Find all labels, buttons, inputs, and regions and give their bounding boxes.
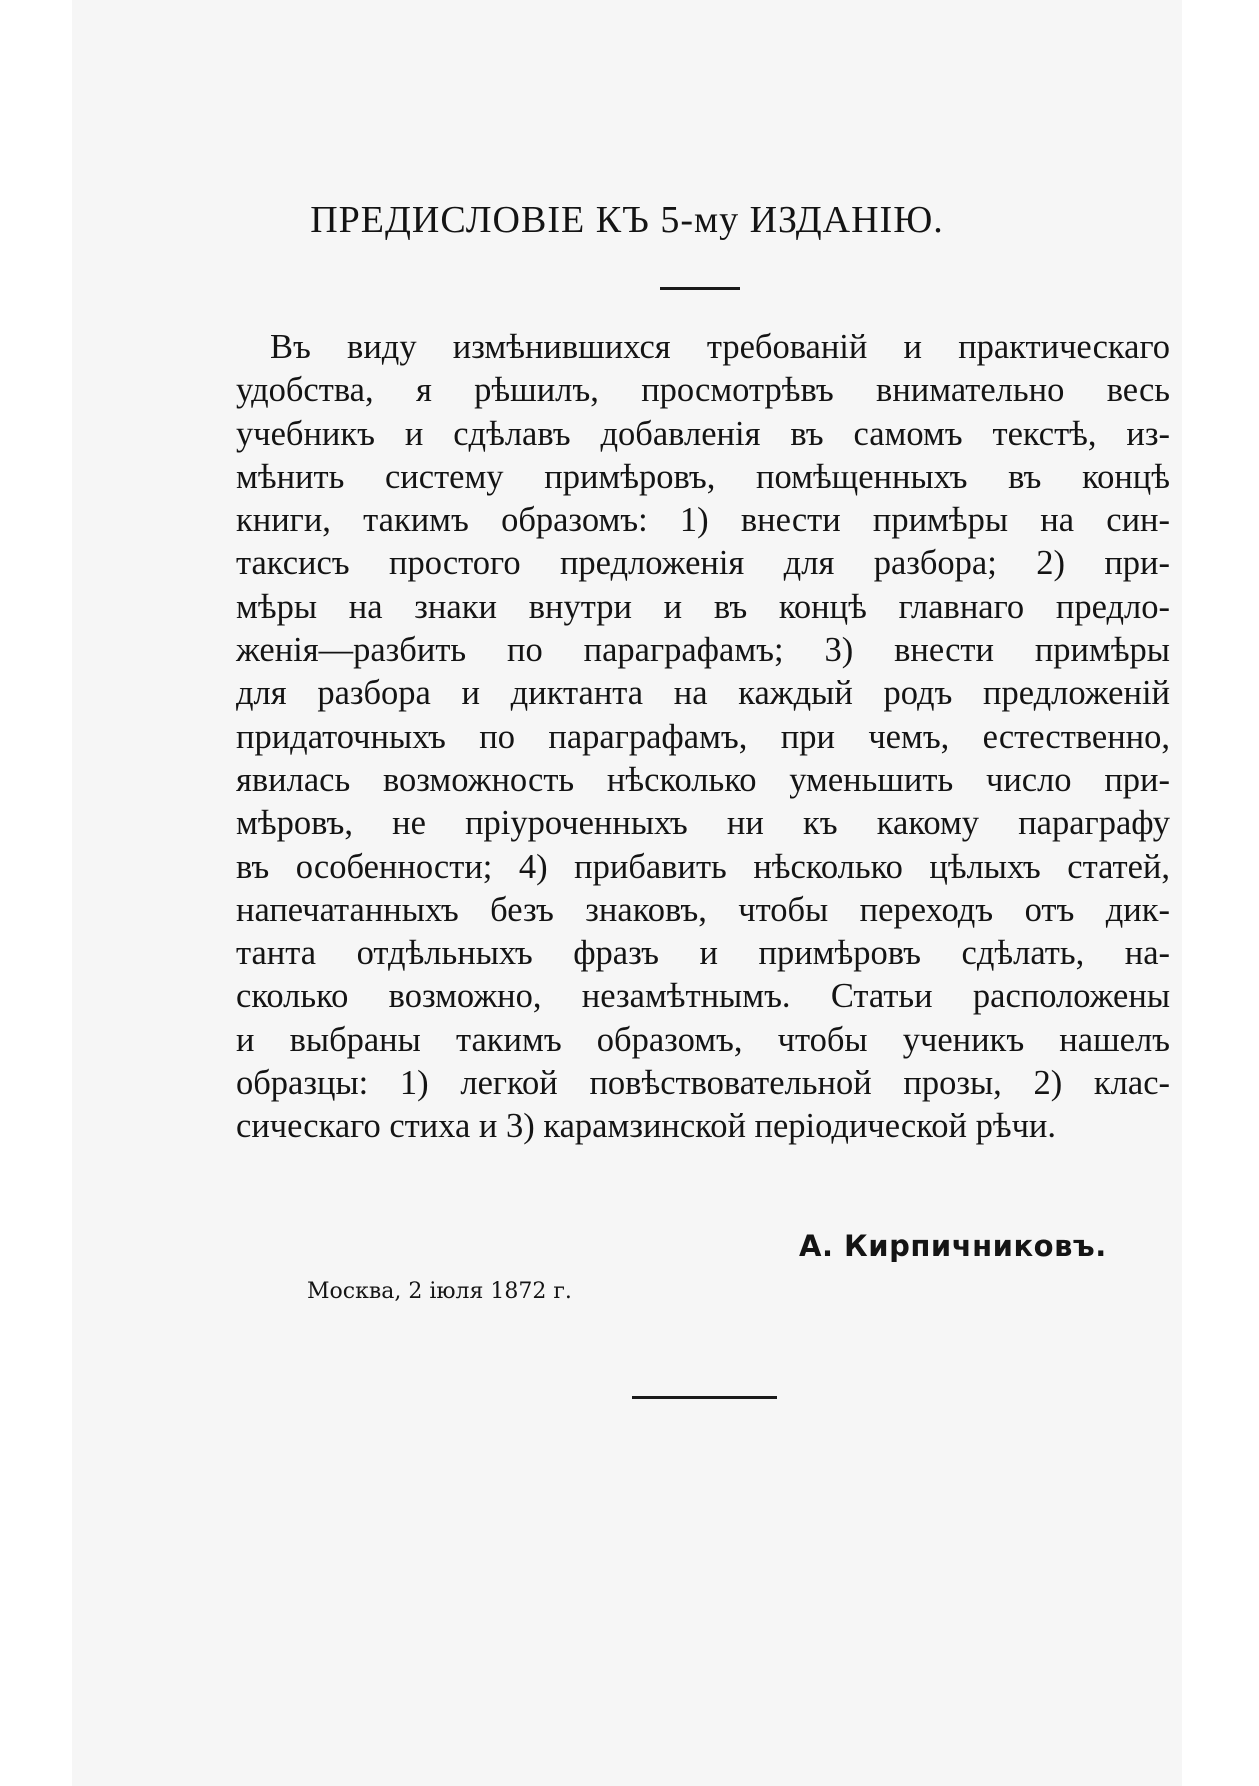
paragraph-line: сколько возможно, незамѣтнымъ. Статьи расположены [236, 977, 1170, 1016]
book-page [72, 0, 1182, 1786]
paragraph-line: танта отдѣльныхъ фразъ и примѣровъ сдѣлать, на- [236, 934, 1170, 973]
paragraph-line: книги, такимъ образомъ: 1) внести примѣры на син- [236, 501, 1170, 540]
paragraph-line: сическаго стиха и 3) карамзинской періодической рѣчи. [236, 1107, 1057, 1146]
place-date: Москва, 2 іюля 1872 г. [307, 1279, 572, 1304]
paragraph-line: напечатанныхъ безъ знаковъ, чтобы переходъ отъ дик- [236, 890, 1170, 929]
paragraph-line: женія—разбить по параграфамъ; 3) внести примѣры [236, 631, 1170, 670]
paragraph-line: учебникъ и сдѣлавъ добавленія въ самомъ текстѣ, из- [236, 414, 1170, 453]
heading-divider [660, 287, 740, 290]
paragraph-line: Въ виду измѣнившихся требованій и практическаго [270, 328, 1170, 366]
paragraph-line: мѣры на знаки внутри и въ концѣ главнаго предло- [236, 587, 1170, 626]
paragraph-line: для разбора и диктанта на каждый родъ предложеній [236, 674, 1170, 713]
paragraph-line: удобства, я рѣшилъ, просмотрѣвъ внимательно весь [236, 371, 1170, 410]
paragraph-line: и выбраны такимъ образомъ, чтобы ученикъ нашелъ [236, 1020, 1170, 1059]
paragraph-line: явилась возможность нѣсколько уменьшить число при- [236, 760, 1170, 799]
preface-paragraph [236, 326, 1170, 1149]
paragraph-line: мѣровъ, не пріуроченныхъ ни къ какому параграфу [236, 804, 1170, 843]
closing-divider [632, 1396, 777, 1399]
paragraph-line: придаточныхъ по параграфамъ, при чемъ, естественно, [236, 717, 1170, 756]
paragraph-line: мѣнить систему примѣровъ, помѣщенныхъ въ концѣ [236, 457, 1170, 496]
page-heading: ПРЕДИСЛОВІЕ КЪ 5-му ИЗДАНІЮ. [310, 199, 944, 241]
paragraph-line: въ особенности; 4) прибавить нѣсколько цѣлыхъ статей, [236, 847, 1170, 886]
author-signature: А. Кирпичниковъ. [799, 1229, 1107, 1263]
paragraph-line: образцы: 1) легкой повѣствовательной прозы, 2) клас- [236, 1064, 1170, 1103]
paragraph-line: таксисъ простого предложенія для разбора; 2) при- [236, 544, 1170, 583]
